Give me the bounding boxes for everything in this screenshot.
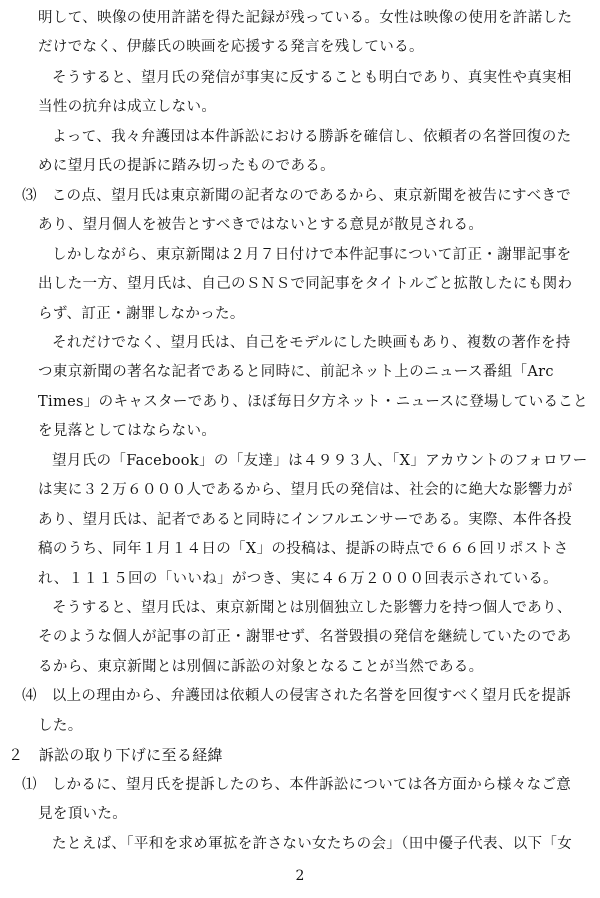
text-line: めに望月氏の提訴に踏み切ったものである。 [38,158,335,174]
text-line: 当性の抗弁は成立しない。 [38,99,217,115]
text-line: しかしながら、東京新聞は２月７日付けで本件記事について訂正・謝罪記事を [52,247,572,263]
text-line: は実に３２万６０００人であるから、望月氏の発信は、社会的に絶大な影響力が [38,482,573,498]
text-line: 出した一方、望月氏は、自己のＳＮＳで同記事をタイトルごと拡散したにも関わ [38,276,573,292]
text-line: を見落としてはならない。 [38,423,217,439]
subsection-item: ⑴ しかるに、望月氏を提訴したのち、本件訴訟については各方面から様々なご意 [22,777,572,793]
text-line: つ東京新聞の著名な記者であると同時に、前記ネット上のニュース番組「Arc [38,364,554,380]
text-line: あり、望月個人を被告とすべきではないとする意見が散見される。 [38,217,484,233]
text-line: それだけでなく、望月氏は、自己をモデルにした映画もあり、複数の著作を持 [52,335,571,351]
text-line: そのような個人が記事の訂正・謝罪せず、名誉毀損の発信を継続していたのであ [38,629,572,645]
text-line: 明して、映像の使用許諾を得た記録が残っている。女性は映像の使用を許諾した [38,10,573,26]
text-line: だけでなく、伊藤氏の映画を応援する発言を残している。 [38,39,424,55]
text-line: そうすると、望月氏の発信が事実に反することも明白であり、真実性や真実相 [52,70,572,86]
subsection-item: ⑷ 以上の理由から、弁護団は依頼人の侵害された名誉を回復すべく望月氏を提訴 [22,688,572,704]
subsection-item: ⑶ この点、望月氏は東京新聞の記者なのであるから、東京新聞を被告にすべきで [22,188,572,204]
text-line: れ、１１１５回の「いいね」がつき、実に４６万２０００回表示されている。 [38,571,559,587]
text-line: あり、望月氏は、記者であると同時にインフルエンサーである。実際、本件各投 [38,512,573,528]
text-line: そうすると、望月氏は、東京新聞とは別個独立した影響力を持つ個人であり、 [52,600,572,616]
text-line: 見を頂いた。 [38,806,128,822]
text-line: 稿のうち、同年１月１４日の「X」の投稿は、提訴の時点で６６６回リポストさ [38,541,569,557]
text-line: るから、東京新聞とは別個に訴訟の対象となることが当然である。 [38,659,484,675]
text-line: した。 [38,718,83,734]
text-line: Times」のキャスターであり、ほぼ毎日夕方ネット・ニュースに登場していること [38,394,589,410]
text-line: らず、訂正・謝罪しなかった。 [38,306,245,322]
text-line: よって、我々弁護団は本件訴訟における勝訴を確信し、依頼者の名誉回復のた [52,129,572,145]
page-number: 2 [295,868,305,884]
section-heading: ２ 訴訟の取り下げに至る経緯 [8,746,223,764]
text-line: たとえば、「平和を求め軍拡を許さない女たちの会」（田中優子代表、以下「女 [52,836,573,852]
text-line: 望月氏の「Facebook」の「友達」は４９９３人、「X」アカウントのフォロワー [52,453,588,469]
